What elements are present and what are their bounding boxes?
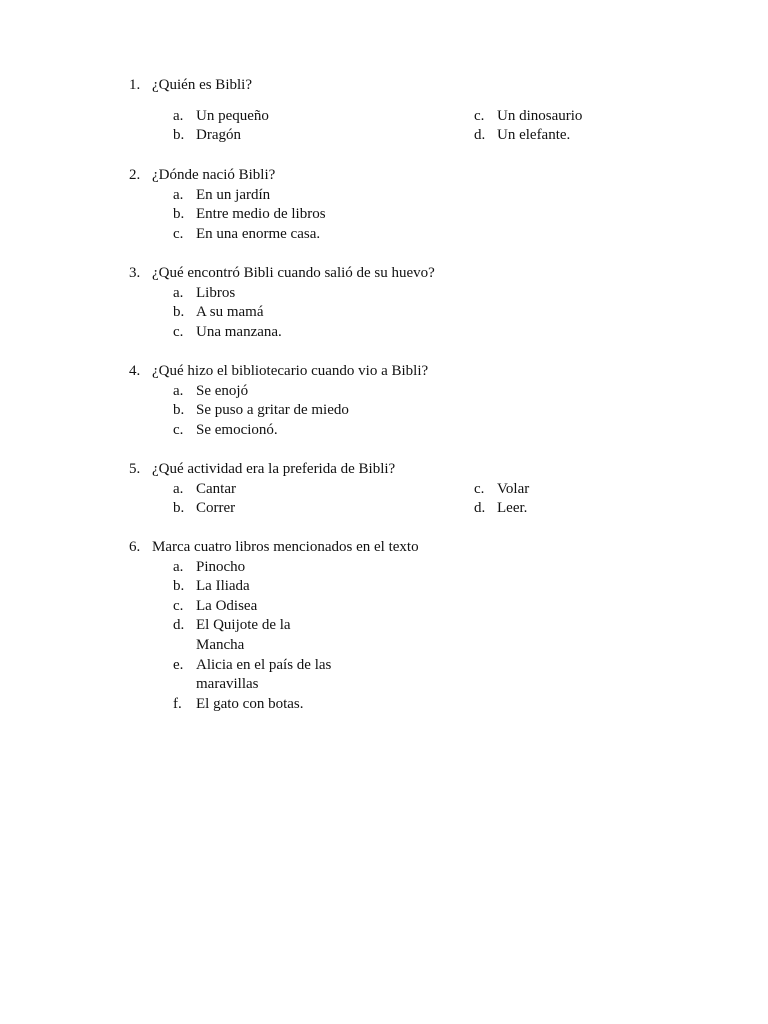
option-text: Se emocionó. bbox=[196, 421, 278, 438]
question-3 bbox=[129, 264, 689, 340]
question-number: 2. bbox=[129, 167, 141, 183]
option-text: A su mamá bbox=[196, 304, 264, 321]
question-number: 4. bbox=[129, 363, 141, 379]
option-text: Volar bbox=[497, 480, 530, 497]
question-text: ¿Qué encontró Bibli cuando salió de su huevo? bbox=[152, 265, 435, 281]
option-letter: b. bbox=[173, 206, 185, 223]
option-letter: d. bbox=[474, 126, 486, 143]
option-letter: a. bbox=[173, 186, 184, 203]
question-2-header bbox=[129, 166, 689, 186]
question-5-header bbox=[129, 460, 689, 480]
option-letter: b. bbox=[173, 500, 185, 517]
question-text: ¿Quién es Bibli? bbox=[152, 77, 252, 93]
question-text: ¿Qué hizo el bibliotecario cuando vio a Bibli? bbox=[152, 363, 429, 379]
option-letter: a. bbox=[173, 107, 184, 124]
option-text: Un elefante. bbox=[497, 126, 571, 143]
question-2 bbox=[129, 166, 689, 242]
option-text: Entre medio de libros bbox=[196, 206, 326, 223]
option-letter: f. bbox=[173, 695, 182, 712]
question-text: Marca cuatro libros mencionados en el texto bbox=[152, 539, 419, 555]
option-text: En una enorme casa. bbox=[196, 225, 321, 242]
question-text: ¿Dónde nació Bibli? bbox=[152, 167, 276, 183]
option-letter: e. bbox=[173, 656, 184, 673]
question-6-header bbox=[129, 538, 689, 558]
option-letter: d. bbox=[173, 617, 185, 634]
option-letter: c. bbox=[173, 323, 184, 340]
question-number: 1. bbox=[129, 77, 141, 93]
question-1 bbox=[129, 76, 689, 143]
option-text: La Iliada bbox=[196, 578, 250, 595]
option-text: Un dinosaurio bbox=[497, 107, 583, 124]
question-6 bbox=[129, 538, 689, 712]
option-text: Leer. bbox=[497, 500, 528, 517]
option-letter: c. bbox=[173, 225, 184, 242]
question-number: 6. bbox=[129, 539, 141, 555]
option-text: Se enojó bbox=[196, 382, 249, 399]
option-letter: b. bbox=[173, 304, 185, 321]
option-letter: b. bbox=[173, 402, 185, 419]
option-letter: b. bbox=[173, 126, 185, 143]
option-text: Un pequeño bbox=[196, 107, 269, 124]
option-letter: d. bbox=[474, 500, 486, 517]
option-letter: a. bbox=[173, 558, 184, 575]
option-text: Alicia en el país de las maravillas bbox=[196, 656, 332, 693]
option-text: La Odisea bbox=[196, 597, 258, 614]
option-text: El Quijote de la Mancha bbox=[196, 617, 291, 653]
question-number: 5. bbox=[129, 461, 141, 477]
question-5 bbox=[129, 460, 689, 517]
option-text: El gato con botas. bbox=[196, 695, 304, 712]
question-1-header bbox=[129, 76, 689, 96]
question-3-header bbox=[129, 264, 689, 284]
option-letter: c. bbox=[474, 107, 485, 124]
option-text: Dragón bbox=[196, 126, 241, 143]
question-number: 3. bbox=[129, 265, 141, 281]
option-text: Una manzana. bbox=[196, 323, 282, 340]
option-text: Cantar bbox=[196, 480, 236, 497]
option-letter: a. bbox=[173, 284, 184, 301]
option-text: Se puso a gritar de miedo bbox=[196, 402, 349, 419]
option-letter: b. bbox=[173, 578, 185, 595]
option-letter: c. bbox=[173, 421, 184, 438]
question-text: ¿Qué actividad era la preferida de Bibli? bbox=[152, 461, 396, 477]
option-letter: c. bbox=[474, 480, 485, 497]
option-letter: c. bbox=[173, 597, 184, 614]
option-text: Correr bbox=[196, 500, 236, 517]
option-letter: a. bbox=[173, 480, 184, 497]
option-text: Libros bbox=[196, 284, 236, 301]
option-letter: a. bbox=[173, 382, 184, 399]
option-text: Pinocho bbox=[196, 558, 246, 575]
question-4-header bbox=[129, 362, 689, 382]
question-4 bbox=[129, 362, 689, 438]
option-text: En un jardín bbox=[196, 186, 271, 203]
